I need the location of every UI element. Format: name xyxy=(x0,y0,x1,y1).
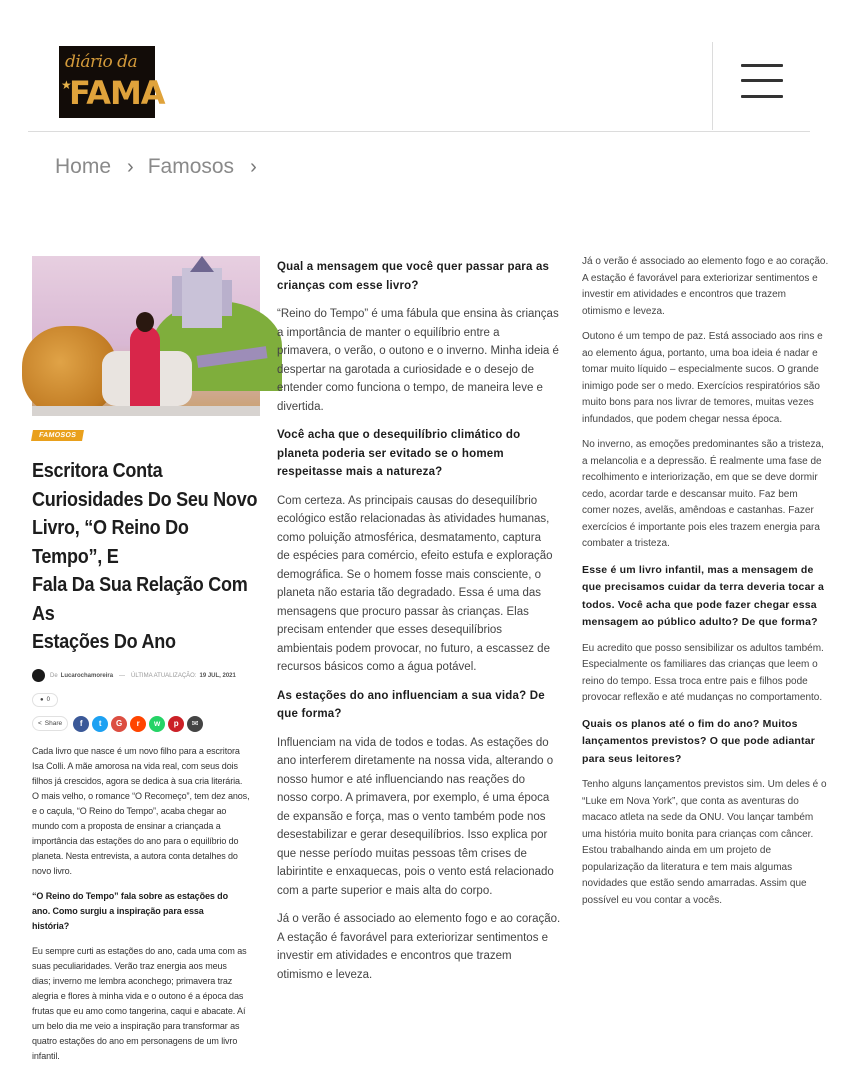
interview-question xyxy=(277,426,562,482)
text-line: planeta poderia ser evitado se o homem xyxy=(277,447,504,460)
article-paragraph xyxy=(32,944,260,1064)
interview-question xyxy=(277,687,562,724)
text-line: mundo com a proposta de ensinar a criançada a xyxy=(32,820,221,831)
share-button[interactable] xyxy=(32,716,68,731)
text-line: a importância de manter o equilíbrio entre a xyxy=(277,326,500,339)
text-line: primavera, o verão, o outono e o inverno. Minha ideia é xyxy=(277,345,559,357)
text-line: ano interferem diretamente na nossa vida, alterando o xyxy=(277,755,554,767)
text-line: Eu acredito que posso sensibilizar os adultos também. xyxy=(582,642,824,654)
text-line: que precisamos cuidar da terra deveria tocar a xyxy=(582,581,825,593)
text-line: Influenciam na vida de todos e todas. As estações do xyxy=(277,736,549,749)
title-line: Estações Do Ano xyxy=(32,630,176,653)
comment-icon: ● xyxy=(40,696,44,703)
article-middle-column xyxy=(277,258,562,994)
text-line: Outono é um tempo de paz. Está associado aos rins e xyxy=(582,331,823,342)
share-label: Share xyxy=(44,720,63,727)
text-line: quatro estações do ano em personagens de um livro xyxy=(32,1035,238,1046)
chevron-right-icon: › xyxy=(127,155,134,178)
text-line: mensagem ao público adulto? De que forma? xyxy=(582,616,818,628)
breadcrumb xyxy=(55,154,271,180)
text-line: ano. Como surgiu a inspiração para essa xyxy=(32,905,204,916)
text-line: otimismo e leveza. xyxy=(277,968,373,981)
text-line: A estação é favorável para exteriorizar sentimentos e xyxy=(582,272,818,284)
comments-button[interactable] xyxy=(32,693,58,707)
logo-text-main: FAMA xyxy=(69,74,165,112)
logo-text-top: diário da xyxy=(65,52,138,72)
text-line: Já o verão é associado ao elemento fogo e ao coração. xyxy=(277,913,561,925)
text-line: alegria e flores à minha vida e o outono é a época das xyxy=(32,990,244,1001)
text-line: a melancolia e a depressão. É realmente uma fase de xyxy=(582,455,822,467)
text-line: crianças com esse livro? xyxy=(277,279,419,292)
text-line: Esse é um livro infantil, mas a mensagem de xyxy=(582,563,814,576)
text-line: Qual a mensagem que você quer passar para as xyxy=(277,261,550,273)
text-line: demográfica. Se o homem fosse mais consciente, o xyxy=(277,568,541,581)
title-line: Escritora Conta xyxy=(32,459,163,482)
article-title xyxy=(32,457,258,657)
text-line: de expansão e força, mas o vento também pode nos xyxy=(277,810,546,823)
avatar[interactable] xyxy=(32,669,45,682)
text-line: precisam entender que esses desequilíbrios xyxy=(277,624,503,636)
article-paragraph xyxy=(582,641,844,707)
text-line: desestabilizar e gerar desequilíbrios. Isso explica por xyxy=(277,829,548,841)
text-line: macaco atleta na sede da ONU. Vou lançar também xyxy=(582,812,814,823)
article-paragraph xyxy=(582,777,844,909)
text-line: novidades que estão sendo amarradas. Assim que xyxy=(582,878,807,889)
text-line: divertida. xyxy=(277,400,324,413)
text-line: história? xyxy=(32,920,70,931)
share-bar xyxy=(32,716,260,732)
text-line: uma história muito bonita para crianças com câncer. xyxy=(582,828,814,840)
text-line: que forma? xyxy=(277,708,342,720)
breadcrumb-home[interactable]: Home xyxy=(55,155,112,178)
text-line: “Reino do Tempo” é uma fábula que ensina às crianças xyxy=(277,308,559,320)
text-line: para seus leitores? xyxy=(582,752,682,765)
text-line: novo livro. xyxy=(32,865,72,876)
comments-count: 0 xyxy=(46,696,50,703)
chevron-right-icon: › xyxy=(250,155,257,178)
text-line: O mais velho, o romance “O Recomeço”, tem dez anos, xyxy=(32,790,250,801)
article-right-column xyxy=(582,254,844,918)
text-line: todos. Você acha que pode fazer chegar essa xyxy=(582,598,817,611)
text-line: cedo, acordar tarde e descansar muito. Faz bem xyxy=(582,488,798,500)
google-plus-icon[interactable]: G xyxy=(111,716,127,732)
breadcrumb-famosos[interactable]: Famosos xyxy=(147,155,235,178)
article-paragraph xyxy=(582,437,844,553)
text-line: com a parte superior e mais alta do corpo. xyxy=(277,884,493,897)
text-line: Você acha que o desequilíbrio climático do xyxy=(277,429,521,441)
share-icon: < xyxy=(38,720,42,727)
text-line: “Luke em Nova York”, que conta as aventuras do xyxy=(582,795,799,807)
text-line: e o caçula, “O Reino do Tempo”, acaba chegar ao xyxy=(32,805,227,816)
article-paragraph xyxy=(277,910,562,984)
text-line: “O Reino do Tempo” fala sobre as estações do xyxy=(32,890,228,901)
text-line: recursos básicos como a água potável. xyxy=(277,661,477,673)
pinterest-icon[interactable]: p xyxy=(168,716,184,732)
text-line: tomar muito líquido – especialmente sucos. O grande xyxy=(582,364,819,375)
text-line: inimigo pode ser o medo. Exercícios respiratórios são xyxy=(582,380,820,392)
star-icon: ★ xyxy=(61,78,72,92)
interview-question xyxy=(582,562,844,632)
title-line: Livro, “O Reino Do Tempo”, E xyxy=(32,516,189,568)
text-line: exercícios é importante pois eles trazem energia para xyxy=(582,521,820,533)
article-meta xyxy=(32,667,260,685)
text-line: lançamentos previstos? O que pode adiantar xyxy=(582,735,816,747)
text-line: reino do tempo. Essa troca entre pais e filhos pode xyxy=(582,675,808,687)
title-line: Fala Da Sua Relação Com As xyxy=(32,573,248,625)
text-line: importância das estações do ano para o equilíbrio do xyxy=(32,835,239,846)
updated-label: ÚLTIMA ATUALIZAÇÃO: xyxy=(131,672,197,679)
text-line: que nesse período muitas pessoas têm crises de xyxy=(277,847,527,860)
text-line: Cada livro que nasce é um novo filho para a escritora xyxy=(32,745,240,756)
text-line: otimismo e leveza. xyxy=(582,305,665,317)
text-line: mensagens que procuro passar às crianças. Elas xyxy=(277,605,529,618)
article-paragraph xyxy=(582,329,844,428)
text-line: entender como funciona o tempo, de maneira leve e xyxy=(277,382,543,394)
meta-separator: — xyxy=(119,672,126,679)
text-line: Já o verão é associado ao elemento fogo e ao coração. xyxy=(582,256,829,267)
article-paragraph xyxy=(32,744,260,879)
text-line: de espécies para comércio, efeito estufa e exploração xyxy=(277,550,553,562)
text-line: possível eu vou contar a vocês. xyxy=(582,894,723,906)
text-line: A estação é favorável para exteriorizar sentimentos e xyxy=(277,931,549,944)
article-date: 19 JUL, 2021 xyxy=(199,672,236,679)
text-line: provocar reflexão e até mudanças no comportamento. xyxy=(582,692,823,703)
featured-image xyxy=(32,256,260,416)
text-line: combater a tristeza. xyxy=(582,538,670,549)
text-line: Com certeza. As principais causas do desequilíbrio xyxy=(277,494,538,507)
menu-icon[interactable] xyxy=(741,64,783,100)
text-line: comer nozes, avelãs, amêndoas e castanhas. Fazer xyxy=(582,505,814,516)
text-line: respeitasse mais a natureza? xyxy=(277,466,443,478)
text-line: dias; inverno me lembra aconchego; primavera traz xyxy=(32,975,233,986)
text-line: Quais os planos até o fim do ano? Muitos xyxy=(582,717,798,730)
text-line: suas peculiaridades. Verão traz energia aos meus xyxy=(32,960,227,971)
site-header xyxy=(28,40,810,132)
text-line: despertar na garotada a curiosidade e o desejo de xyxy=(277,363,535,376)
text-line: investir em atividades e encontros que trazem xyxy=(277,950,512,962)
text-line: Tenho alguns lançamentos previstos sim. Um deles é o xyxy=(582,779,827,790)
text-line: filhos já crescidos, agora se dedica à sua cria literária. xyxy=(32,775,243,786)
text-line: ambientais podem provocar, no futuro, a escassez de xyxy=(277,642,550,655)
text-line: nosso humor e até influenciando nas reações do xyxy=(277,773,526,786)
email-icon[interactable]: ✉ xyxy=(187,716,203,732)
header-divider xyxy=(712,42,713,130)
text-line: ecológico estão relacionadas às atividades humanas, xyxy=(277,513,550,525)
text-line: planeta não estaria tão degradado. Essa é uma das xyxy=(277,587,542,599)
interview-question xyxy=(32,889,260,934)
text-line: como poluição atmosférica, desmatamento, captura xyxy=(277,531,541,544)
text-line: Estou trabalhando ainda em um projeto de xyxy=(582,845,772,856)
text-line: Isa Colli. A mãe amorosa na vida real, com seus dois xyxy=(32,760,238,771)
text-line: investir em atividades e encontros que trazem xyxy=(582,289,786,300)
facebook-icon[interactable]: f xyxy=(73,716,89,732)
text-line: Eu sempre curti as estações do ano, cada uma com as xyxy=(32,945,247,956)
text-line: planeta. Nesta entrevista, a autora conta detalhes do xyxy=(32,850,238,861)
text-line: frutas que eu amo como tangerina, caqui e abacate. Aí xyxy=(32,1005,246,1016)
interview-question xyxy=(582,716,844,769)
article-paragraph xyxy=(277,734,562,901)
article-paragraph xyxy=(277,492,562,677)
text-line: As estações do ano influenciam a sua vida? De xyxy=(277,689,545,702)
text-line: infundados, que podem chegar nessa época. xyxy=(582,413,783,425)
text-line: No inverno, as emoções predominantes são a tristeza, xyxy=(582,439,824,450)
title-line: Curiosidades Do Seu Novo xyxy=(32,487,258,511)
text-line: muito bons para nos livrar de temores, muitas vezes xyxy=(582,397,814,408)
reddit-icon[interactable]: r xyxy=(130,716,146,732)
text-line: infantil. xyxy=(32,1050,60,1061)
author-prefix: De xyxy=(50,672,58,679)
text-line: popularização da literatura e tem mais algumas xyxy=(582,861,793,873)
article-body-left xyxy=(32,744,260,1064)
author-link[interactable]: Lucarochamoreira xyxy=(60,672,114,679)
text-line: ao elemento água, portanto, uma boa ideia é nadar e xyxy=(582,347,818,359)
text-line: um belo dia me veio a inspiração para transformar as xyxy=(32,1020,240,1031)
whatsapp-icon[interactable]: w xyxy=(149,716,165,732)
interview-question xyxy=(277,258,562,295)
text-line: nosso corpo. A primavera, por exemplo, é uma época xyxy=(277,792,550,804)
text-line: labirintite e enxaquecas, pois o vento está relacionado xyxy=(277,866,554,878)
text-line: Especialmente os familiares das crianças que leem o xyxy=(582,659,818,670)
twitter-icon[interactable]: t xyxy=(92,716,108,732)
site-logo[interactable] xyxy=(59,46,165,118)
article-left-column xyxy=(32,256,260,1074)
article-paragraph xyxy=(277,305,562,416)
text-line: recolhimento e interiorização, em que se deve dormir xyxy=(582,472,818,483)
article-paragraph xyxy=(582,254,844,320)
category-badge[interactable]: FAMOSOS xyxy=(31,430,84,441)
